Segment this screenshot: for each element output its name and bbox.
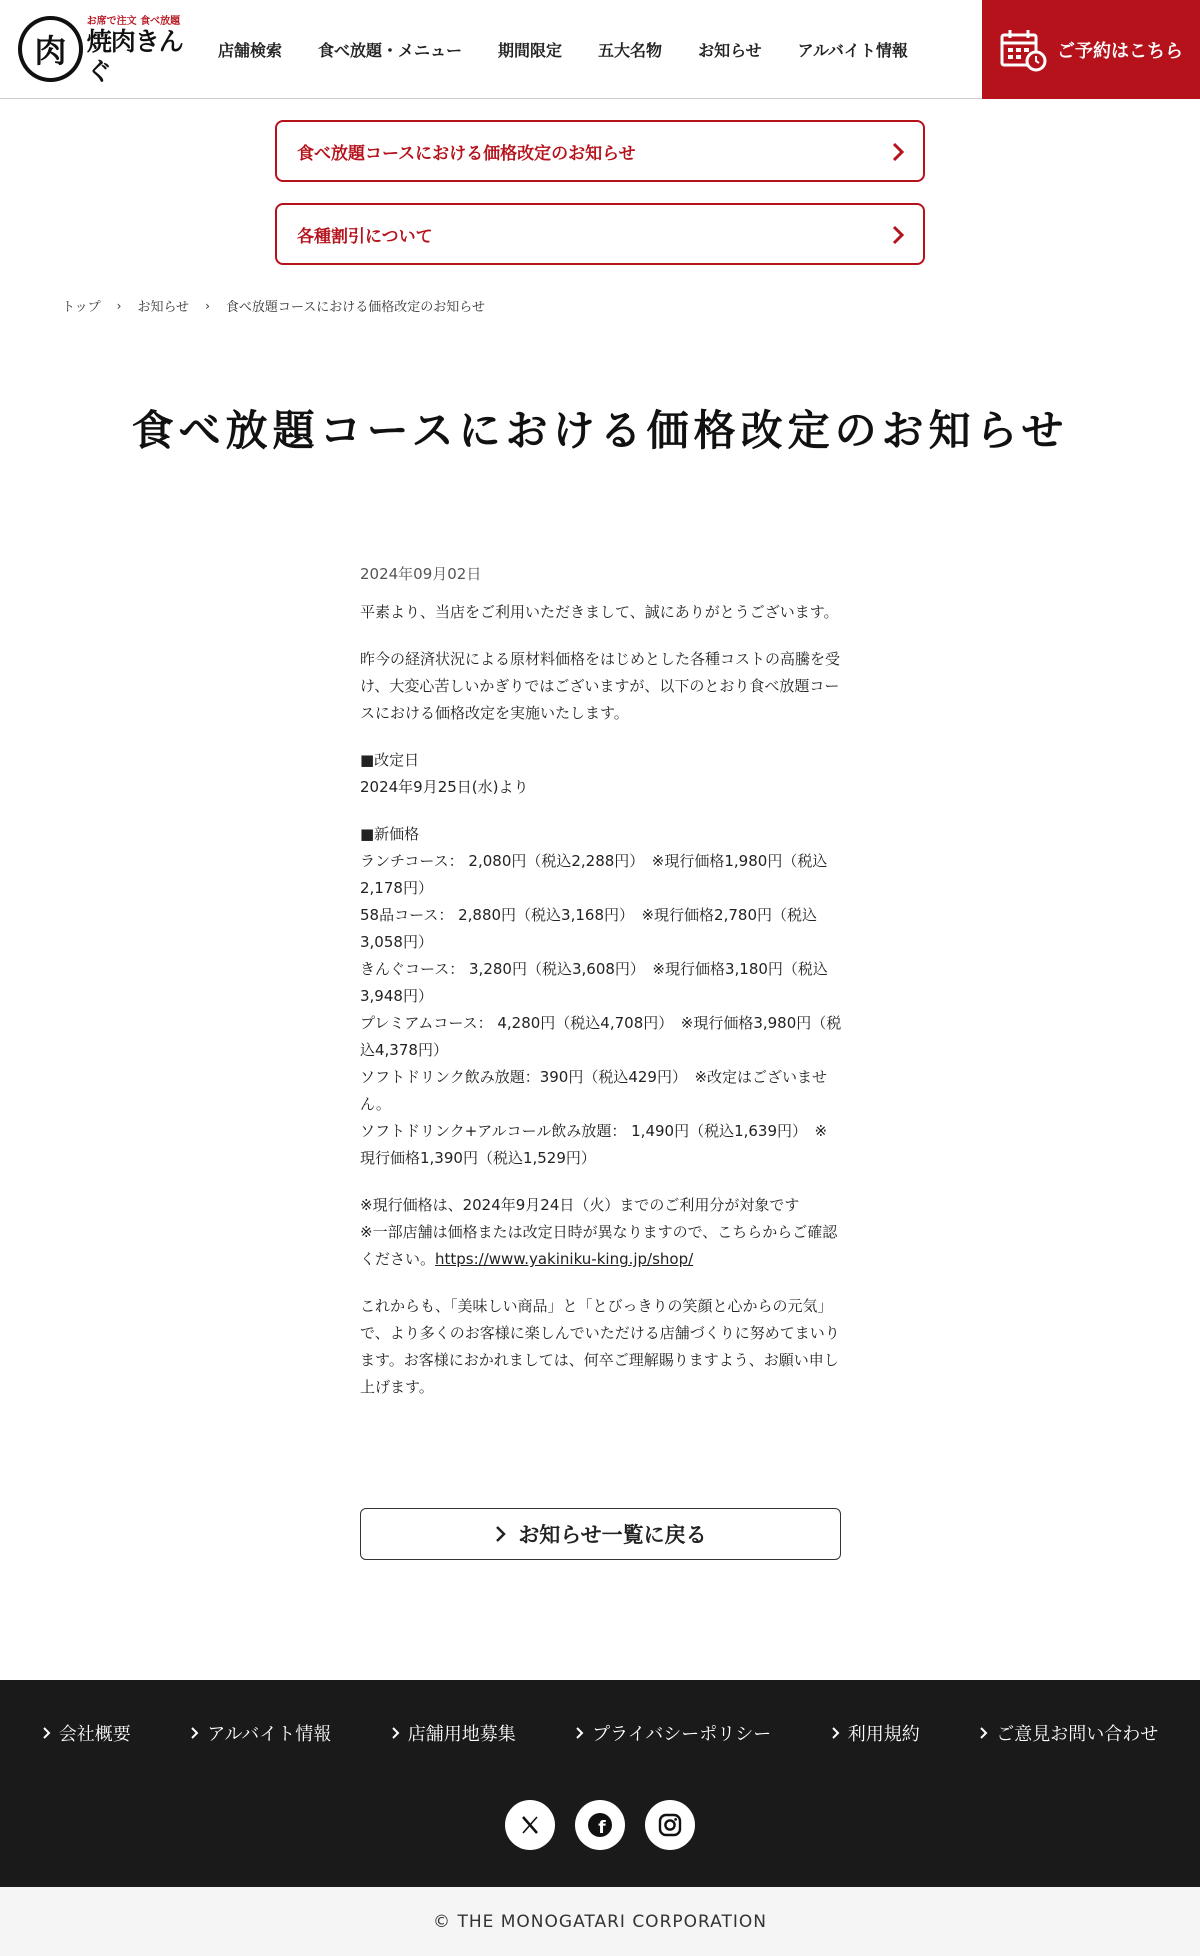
chevron-right-icon [575,1726,584,1740]
chevron-right-icon [391,1726,400,1740]
logo-tagline: お席で注文 食べ放題 [86,15,181,27]
chevron-right-icon [190,1726,199,1740]
footer-link-privacy[interactable] [575,1720,771,1746]
nav-menu[interactable]: 食べ放題・メニュー [318,41,463,60]
footer-link-land[interactable] [391,1720,516,1746]
notice-price-revision-button[interactable] [275,120,925,182]
nav-store-search[interactable]: 店舗検索 [218,41,283,60]
breadcrumb-separator-icon: › [116,298,122,313]
chevron-right-icon [891,141,905,163]
article-closing: これからも、「美味しい商品」と「とびっきりの笑顔と心からの元気」で、より多くのお客様に楽しんでいただける店舗づくりに努めてまいります。お客様におかれましては、何卒ご理解賜りますよう、お願い申し上げます。 [360,1297,840,1396]
revision-heading: ■改定日 [360,751,420,769]
article-paragraph: 昨今の経済状況による原材料価格をはじめとした各種コストの高騰を受け、大変心苦しいかぎりではございますが、以下のとおり食べ放題コースにおける価格改定を実施いたします。 [360,650,841,722]
back-to-news-button[interactable] [360,1508,841,1560]
svg-text:f: f [598,1818,606,1838]
price-item: きんぐコース： 3,280円（税込3,608円） ※現行価格3,180円（税込3,948円） [360,960,828,1005]
price-item: ランチコース： 2,080円（税込2,288円） ※現行価格1,980円（税込2,178円） [360,852,828,897]
global-nav [200,0,926,99]
notice-discount-button[interactable] [275,203,925,265]
footer-link-label: 店舗用地募集 [407,1724,516,1745]
chevron-right-icon [42,1726,51,1740]
note-current-price: ※現行価格は、2024年9月24日（火）までのご利用分が対象です [360,1196,800,1214]
site-header [0,0,1200,99]
instagram-social-button[interactable] [645,1800,695,1850]
nav-recruit[interactable]: アルバイト情報 [797,41,908,60]
facebook-social-button[interactable] [575,1800,625,1850]
facebook-icon [587,1812,613,1838]
notice-label: 食べ放題コースにおける価格改定のお知らせ [297,143,636,164]
notice-label: 各種割引について [297,226,433,247]
chevron-right-icon [891,224,905,246]
price-heading: ■新価格 [360,825,420,843]
notes-section [360,1192,842,1273]
logo-mark: 肉 [18,16,83,82]
footer-link-label: ご意見お問い合わせ [996,1724,1159,1745]
footer-link-label: 利用規約 [847,1724,920,1745]
shop-link[interactable]: https://www.yakiniku-king.jp/shop/ [435,1250,694,1268]
footer-link-recruit[interactable] [190,1720,331,1746]
footer-link-label: プライバシーポリシー [592,1724,772,1745]
price-item: ソフトドリンク+アルコール飲み放題： 1,490円（税込1,639円） ※現行価格1,390円（税込1,529円） [360,1122,828,1167]
logo-name: 焼肉きんぐ [86,26,183,86]
social-links [0,1800,1200,1850]
revision-date: 2024年9月25日(水)より [360,778,529,796]
page-title: 食べ放題コースにおける価格改定のお知らせ [131,406,1069,455]
x-social-button[interactable] [505,1800,555,1850]
reserve-button[interactable] [982,0,1200,99]
price-item: ソフトドリンク飲み放題：390円（税込429円） ※改定はございません。 [360,1068,828,1113]
logo-text [87,12,204,87]
footer-link-company[interactable] [42,1720,131,1746]
reserve-label: ご予約はこちら [1057,40,1183,62]
breadcrumb-current: 食べ放題コースにおける価格改定のお知らせ [225,300,485,315]
footer-link-terms[interactable] [831,1720,920,1746]
nav-news[interactable]: お知らせ [698,41,762,60]
breadcrumb-top[interactable]: トップ [62,300,101,315]
instagram-icon [658,1813,682,1837]
site-logo[interactable] [18,14,204,84]
article-date: 2024年09月02日 [360,565,482,583]
footer-links [0,1720,1200,1746]
site-footer [0,1680,1200,1887]
price-item: プレミアムコース： 4,280円（税込4,708円） ※現行価格3,980円（税込4,378円） [360,1014,842,1059]
breadcrumb-news[interactable]: お知らせ [137,300,190,315]
footer-link-label: 会社概要 [58,1724,131,1745]
nav-limited[interactable]: 期間限定 [498,41,563,60]
breadcrumb-separator-icon: › [205,298,210,313]
chevron-right-icon [831,1726,840,1740]
breadcrumb [62,296,485,315]
calendar-clock-icon [999,28,1047,72]
x-logo-icon [519,1814,541,1836]
article-paragraph: 平素より、当店をご利用いただきまして、誠にありがとうございます。 [360,603,839,621]
footer-link-label: アルバイト情報 [207,1724,332,1745]
note-some-stores: ※一部店舗は価格または改定日時が異なりますので、こちらからご確認ください。 [360,1223,838,1268]
price-section [360,821,842,1172]
footer-link-contact[interactable] [979,1720,1158,1746]
nav-specialties[interactable]: 五大名物 [598,41,663,60]
back-button-label: お知らせ一覧に戻る [518,1523,707,1547]
chevron-right-icon [494,1525,506,1543]
chevron-right-icon [979,1726,988,1740]
revision-section [360,747,842,801]
price-item: 58品コース： 2,880円（税込3,168円） ※現行価格2,780円（税込3,058円） [360,906,818,951]
copyright: © THE MONOGATARI CORPORATION [0,1887,1200,1956]
article-body [360,561,842,1421]
